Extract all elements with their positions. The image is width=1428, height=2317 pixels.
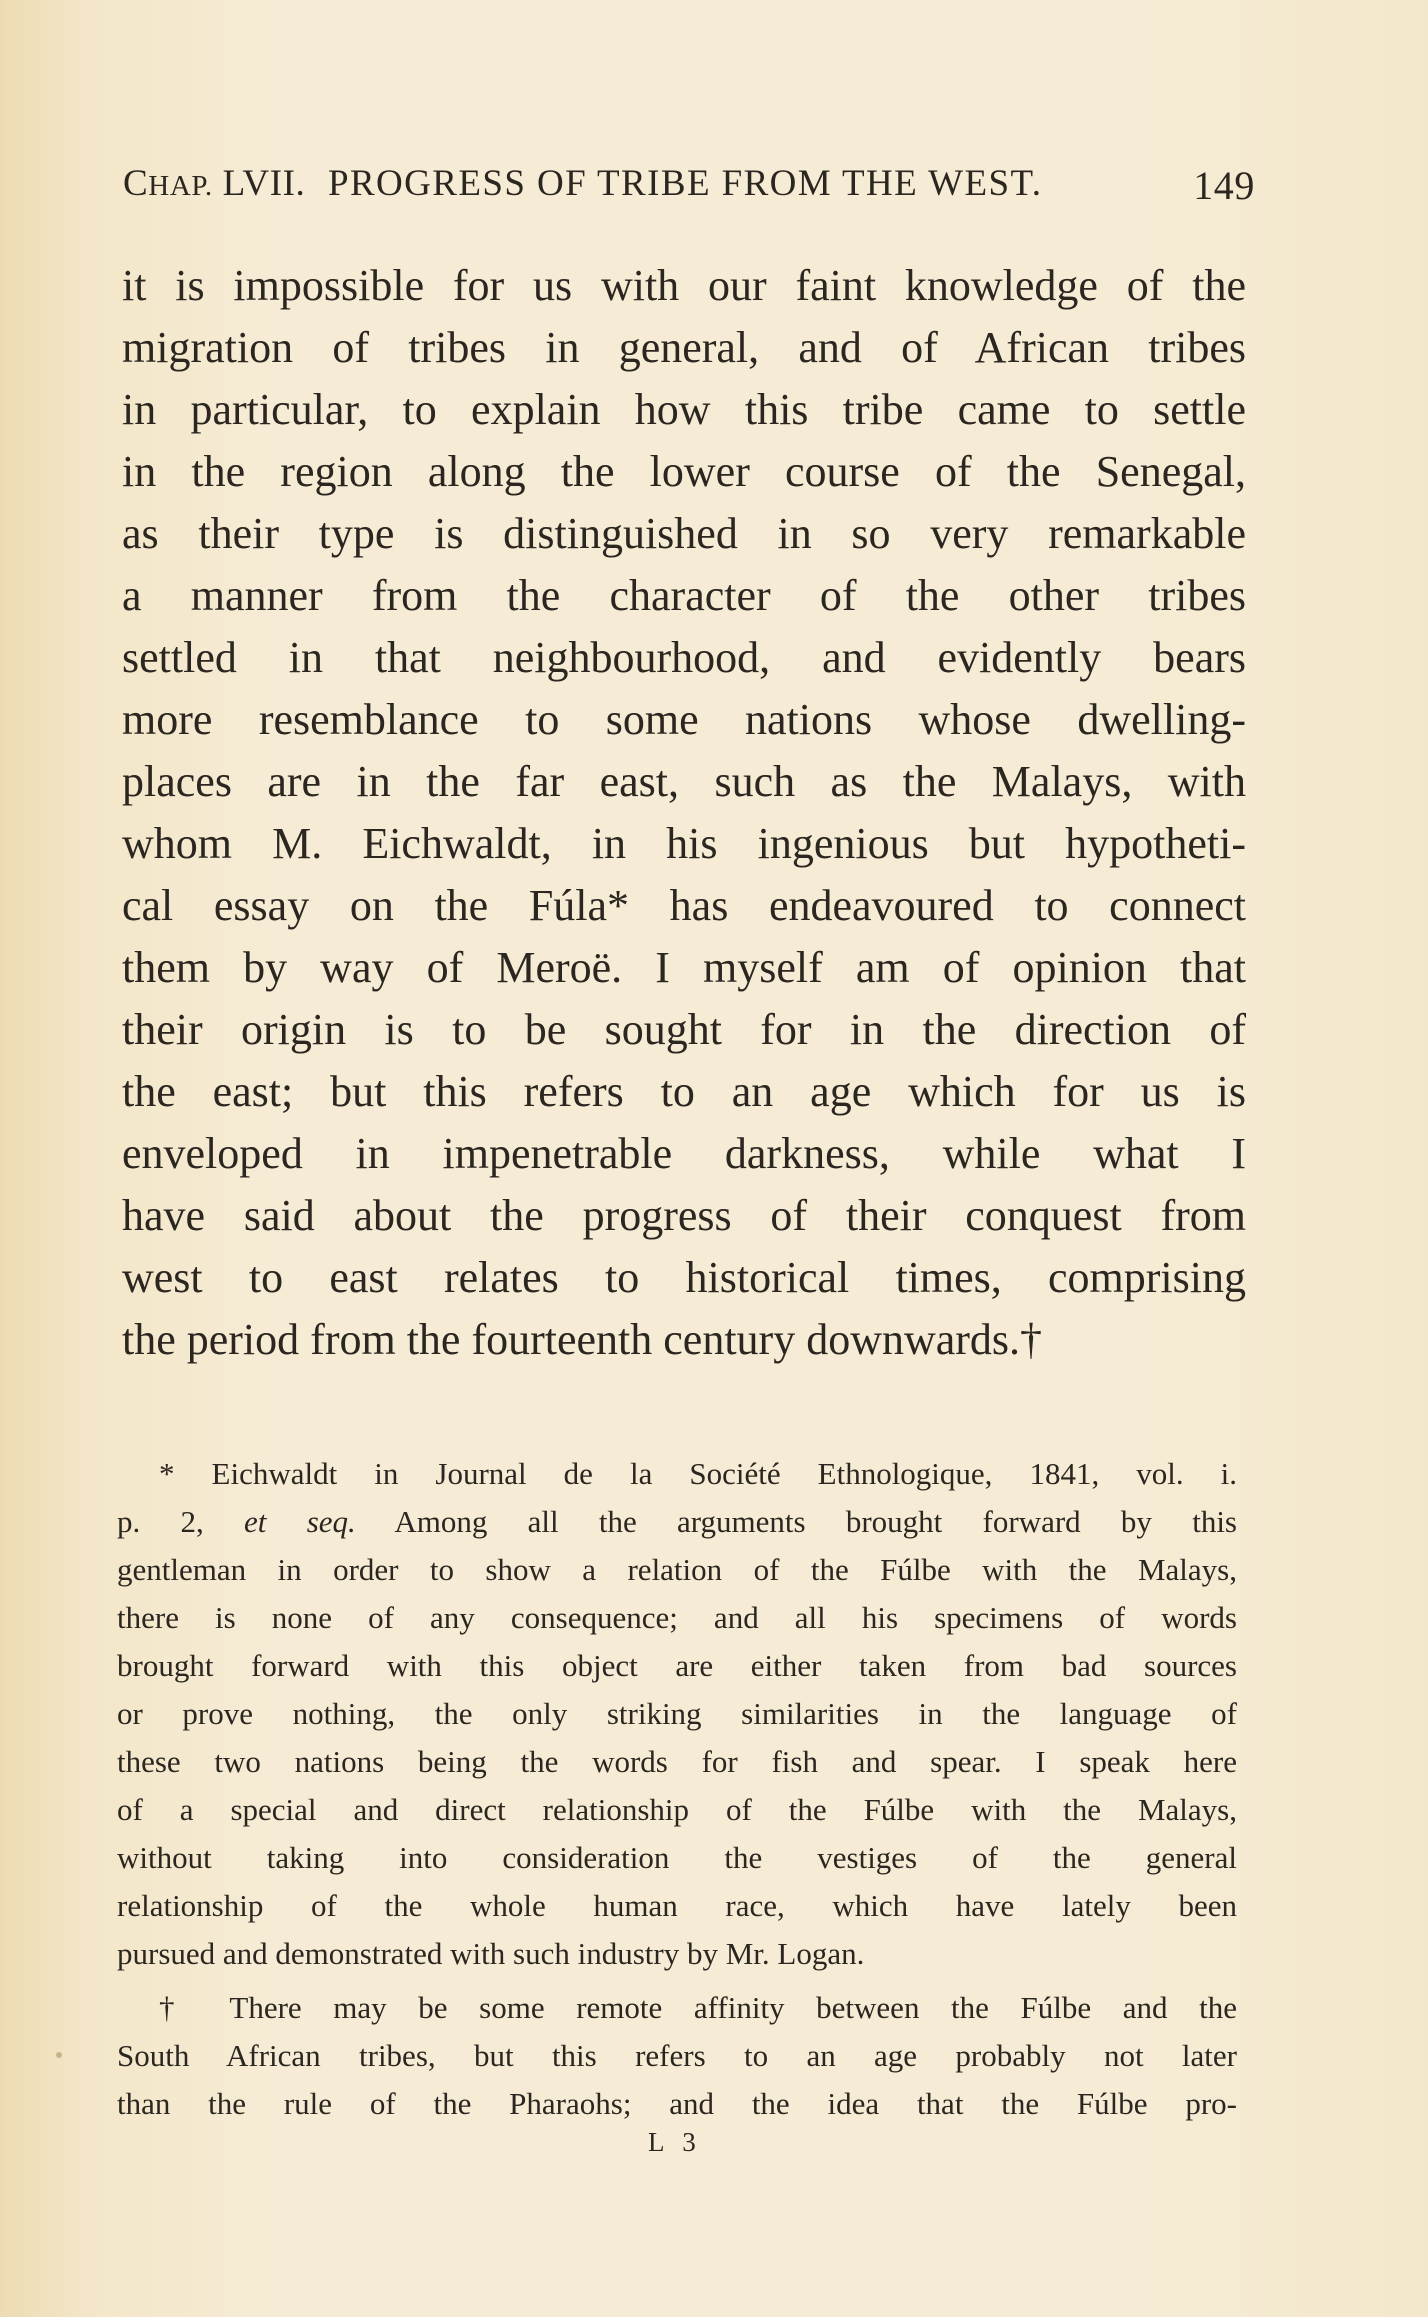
footnote-dagger <box>117 1984 1237 2128</box>
footnote-eichwaldt <box>117 1450 1237 1978</box>
footnote-line: brought forward with this object are either taken from bad sources <box>117 1648 1237 1683</box>
footnote-line: or prove nothing, the only striking similarities in the language of <box>117 1696 1237 1731</box>
text-line: places are in the far east, such as the Malays, with <box>122 757 1246 806</box>
text-line: west to east relates to historical times, comprising <box>122 1253 1246 1302</box>
text-line: in particular, to explain how this tribe came to settle <box>122 385 1246 434</box>
footnote-line: there is none of any consequence; and all his specimens of words <box>117 1600 1237 1635</box>
footnote-line: without taking into consideration the vestiges of the general <box>117 1840 1237 1875</box>
footnote-line: these two nations being the words for fish and spear. I speak here <box>117 1744 1237 1779</box>
text-line: more resemblance to some nations whose dwelling- <box>122 695 1246 744</box>
text-line: their origin is to be sought for in the direction of <box>122 1005 1246 1054</box>
text-line: the east; but this refers to an age which for us is <box>122 1067 1246 1116</box>
text-line: as their type is distinguished in so very remarkable <box>122 509 1246 558</box>
footnote-italic: et seq. <box>244 1504 356 1539</box>
text-line: have said about the progress of their conquest from <box>122 1191 1246 1240</box>
text-line: a manner from the character of the other tribes <box>122 571 1246 620</box>
footnote-line: p. 2, et seq. Among all the arguments brought forward by this <box>117 1504 1237 1539</box>
running-title: PROGRESS OF TRIBE FROM THE WEST. <box>328 163 1043 204</box>
text-line: enveloped in impenetrable darkness, while what I <box>122 1129 1246 1178</box>
footnote-line: South African tribes, but this refers to an age probably not later <box>117 2038 1237 2073</box>
footnote-line: pursued and demonstrated with such industry by Mr. Logan. <box>117 1936 865 1971</box>
footnote-line: of a special and direct relationship of the Fúlbe with the Malays, <box>117 1792 1237 1827</box>
text-line: it is impossible for us with our faint knowledge of the <box>122 261 1246 310</box>
footnote-line: † There may be some remote affinity between the Fúlbe and the <box>159 1990 1237 2025</box>
text-line: migration of tribes in general, and of African tribes <box>122 323 1246 372</box>
signature-mark: L 3 <box>648 2127 702 2157</box>
footnote-line: relationship of the whole human race, which have lately been <box>117 1888 1237 1923</box>
footnotes <box>117 1450 1237 2128</box>
text-line: the period from the fourteenth century downwards.† <box>122 1315 1043 1364</box>
footnote-line: than the rule of the Pharaohs; and the idea that the Fúlbe pro- <box>117 2086 1237 2121</box>
page-number: 149 <box>1193 163 1255 208</box>
footnote-line: gentleman in order to show a relation of the Fúlbe with the Malays, <box>117 1552 1237 1587</box>
text-line: settled in that neighbourhood, and evidently bears <box>122 633 1246 682</box>
chapter-label: CHAP. LVII. <box>123 163 306 204</box>
footnote-line: * Eichwaldt in Journal de la Société Ethnologique, 1841, vol. i. <box>159 1456 1237 1491</box>
paper-spot <box>56 2052 62 2058</box>
running-head <box>123 162 1255 212</box>
body-text <box>122 255 1246 1371</box>
text-line: them by way of Meroë. I myself am of opinion that <box>122 943 1246 992</box>
text-line: in the region along the lower course of the Senegal, <box>122 447 1246 496</box>
text-line: whom M. Eichwaldt, in his ingenious but hypotheti- <box>122 819 1246 868</box>
text-line: cal essay on the Fúla* has endeavoured to connect <box>122 881 1246 930</box>
